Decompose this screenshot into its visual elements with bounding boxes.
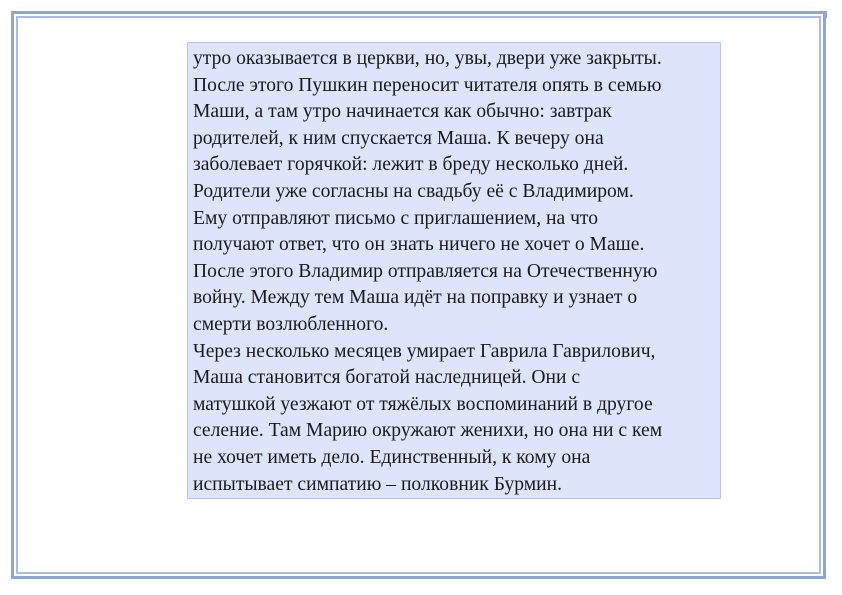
paragraph-1: утро оказывается в церкви, но, увы, двери уже закрыты. После этого Пушкин переносит читателя опять в семью Маши, а там утро начинается как обычно: завтрак родителей, к ним спускается Маша. К вечеру она заболевает горячкой: лежит в бреду несколько дней. Родители уже согласны на свадьбу её с Владимиром. Ему отправляют письмо с приглашением, на что получают ответ, что он знать ничего не хочет о Маше. После этого Владимир отправляется на Отечественную войну. Между тем Маша идёт на поправку и узнает о смерти возлюбленного.: [193, 48, 662, 335]
frame-corner-accent: [825, 11, 827, 18]
text-box: [187, 42, 721, 499]
paragraph-2: Через несколько месяцев умирает Гаврила Гаврилович, Маша становится богатой наследницей. Они с матушкой уезжают от тяжёлых воспоминаний в другое селение. Там Марию окружают женихи, но она ни с кем не хочет иметь дело. Единственный, к кому она испытывает симпатию – полковник Бурмин.: [193, 340, 663, 495]
